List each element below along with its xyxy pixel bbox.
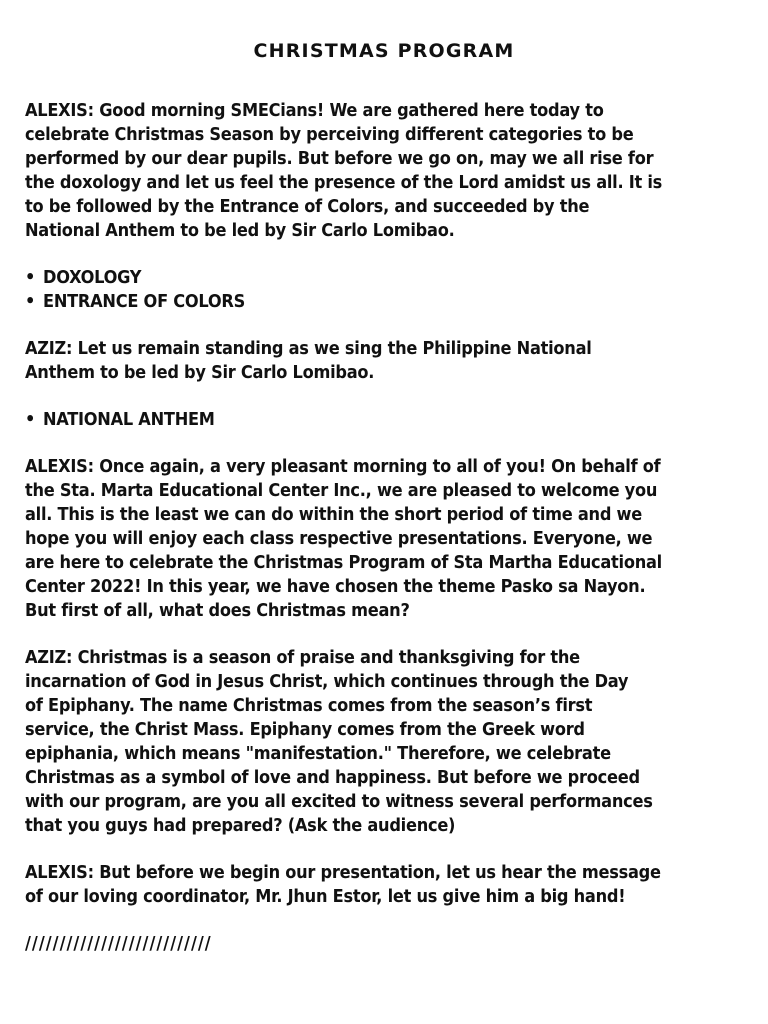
paragraph-alexis-welcome: [25, 455, 747, 623]
paragraph-alexis-opening: [25, 99, 747, 243]
text-line: all. This is the least we can do within the short period of time and we: [25, 504, 642, 525]
text-line: the Sta. Marta Educational Center Inc., we are pleased to welcome you: [25, 480, 658, 501]
bullet-item-national-anthem: [25, 408, 747, 432]
bullet-icon: •: [25, 267, 36, 288]
text-line: But first of all, what does Christmas mean?: [25, 600, 410, 621]
document-body: [25, 99, 747, 956]
bullet-icon: •: [25, 291, 36, 312]
text-line: of our loving coordinator, Mr. Jhun Estor, let us give him a big hand!: [25, 886, 626, 907]
text-line: celebrate Christmas Season by perceiving different categories to be: [25, 124, 634, 145]
bullet-item-entrance-of-colors: [25, 290, 747, 314]
text-line: Center 2022! In this year, we have chosen the theme Pasko sa Nayon.: [25, 576, 646, 597]
separator-line: ///////////////////////////: [25, 933, 212, 954]
text-line: service, the Christ Mass. Epiphany comes from the Greek word: [25, 719, 585, 740]
page-title: CHRISTMAS PROGRAM: [253, 40, 515, 62]
paragraph-aziz-christmas-meaning: [25, 646, 747, 838]
bullet-label: ENTRANCE OF COLORS: [43, 291, 245, 312]
text-line: Christmas as a symbol of love and happiness. But before we proceed: [25, 767, 640, 788]
paragraph-aziz-anthem: [25, 337, 747, 385]
text-line: ALEXIS: Once again, a very pleasant morning to all of you! On behalf of: [25, 456, 661, 477]
text-line: ALEXIS: But before we begin our presentation, let us hear the message: [25, 862, 661, 883]
text-line: to be followed by the Entrance of Colors, and succeeded by the: [25, 196, 590, 217]
bullet-list-anthem: [25, 408, 747, 432]
text-line: Anthem to be led by Sir Carlo Lomibao.: [25, 362, 375, 383]
bullet-item-doxology: [25, 266, 747, 290]
bullet-list-opening: [25, 266, 747, 314]
text-line: that you guys had prepared? (Ask the audience): [25, 815, 456, 836]
paragraph-alexis-coordinator: [25, 861, 747, 909]
bullet-label: NATIONAL ANTHEM: [43, 409, 215, 430]
text-line: the doxology and let us feel the presence of the Lord amidst us all. It is: [25, 172, 663, 193]
text-line: ALEXIS: Good morning SMECians! We are gathered here today to: [25, 100, 604, 121]
text-line: AZIZ: Let us remain standing as we sing the Philippine National: [25, 338, 592, 359]
text-line: AZIZ: Christmas is a season of praise and thanksgiving for the: [25, 647, 580, 668]
text-line: epiphania, which means "manifestation." Therefore, we celebrate: [25, 743, 611, 764]
bullet-label: DOXOLOGY: [43, 267, 142, 288]
bullet-icon: •: [25, 409, 36, 430]
text-line: are here to celebrate the Christmas Program of Sta Martha Educational: [25, 552, 662, 573]
text-line: incarnation of God in Jesus Christ, which continues through the Day: [25, 671, 629, 692]
text-line: with our program, are you all excited to witness several performances: [25, 791, 653, 812]
text-line: National Anthem to be led by Sir Carlo Lomibao.: [25, 220, 455, 241]
text-line: of Epiphany. The name Christmas comes from the season’s first: [25, 695, 593, 716]
text-line: performed by our dear pupils. But before we go on, may we all rise for: [25, 148, 654, 169]
text-line: hope you will enjoy each class respective presentations. Everyone, we: [25, 528, 653, 549]
